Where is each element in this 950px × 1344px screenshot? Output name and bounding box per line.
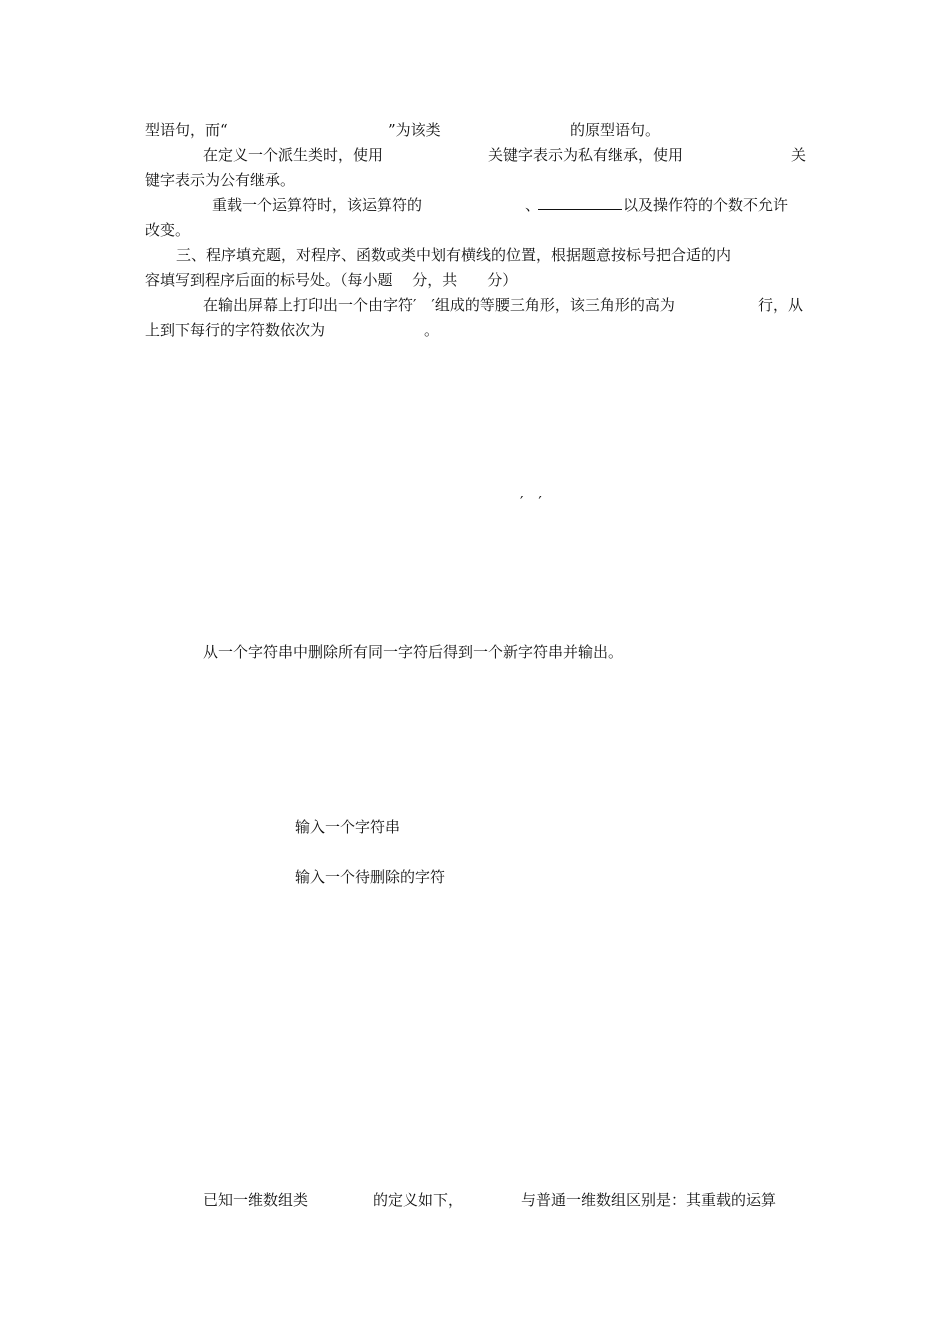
- text-line-4b: 、: [525, 196, 541, 214]
- text-line-4c: 以及操作符的个数不允许: [623, 196, 789, 214]
- text-line-9b: 。: [424, 321, 440, 339]
- text-line-2a: 在定义一个派生类时，使用: [203, 146, 384, 164]
- text-line-1c: 的原型语句。: [570, 121, 661, 139]
- text-line-8a: 在输出屏幕上打印出一个由字符′ ′组成的等腰三角形，该三角形的高为: [203, 296, 675, 314]
- text-line-12: 输入一个字符串: [295, 818, 401, 836]
- text-line-1a: 型语句，而“: [145, 121, 228, 139]
- text-line-4a: 重载一个运算符时，该运算符的: [212, 196, 423, 214]
- text-line-9a: 上到下每行的字符数依次为: [145, 321, 326, 339]
- text-line-2b: 关键字表示为私有继承，使用: [488, 146, 684, 164]
- text-line-7: 容填写到程序后面的标号处。（每小题 分，共 分）: [145, 271, 518, 289]
- text-line-14a: 已知一维数组类: [203, 1191, 309, 1209]
- text-line-5: 改变。: [145, 221, 191, 239]
- text-line-1b: ”为该类: [388, 121, 441, 139]
- text-line-14c: 与普通一维数组区别是：其重载的运算: [521, 1191, 777, 1209]
- text-line-14b: 的定义如下，: [373, 1191, 464, 1209]
- text-line-11: 从一个字符串中删除所有同一字符后得到一个新字符串并输出。: [203, 643, 624, 661]
- quote-marks: ′ ′: [520, 493, 542, 511]
- answer-blank: [538, 195, 622, 215]
- text-line-13: 输入一个待删除的字符: [295, 868, 446, 886]
- text-line-8b: 行，从: [758, 296, 804, 314]
- text-line-3: 键字表示为公有继承。: [145, 171, 296, 189]
- text-line-2c: 关: [791, 146, 807, 164]
- section-heading-3: 三、程序填充题，对程序、函数或类中划有横线的位置，根据题意按标号把合适的内: [176, 246, 732, 264]
